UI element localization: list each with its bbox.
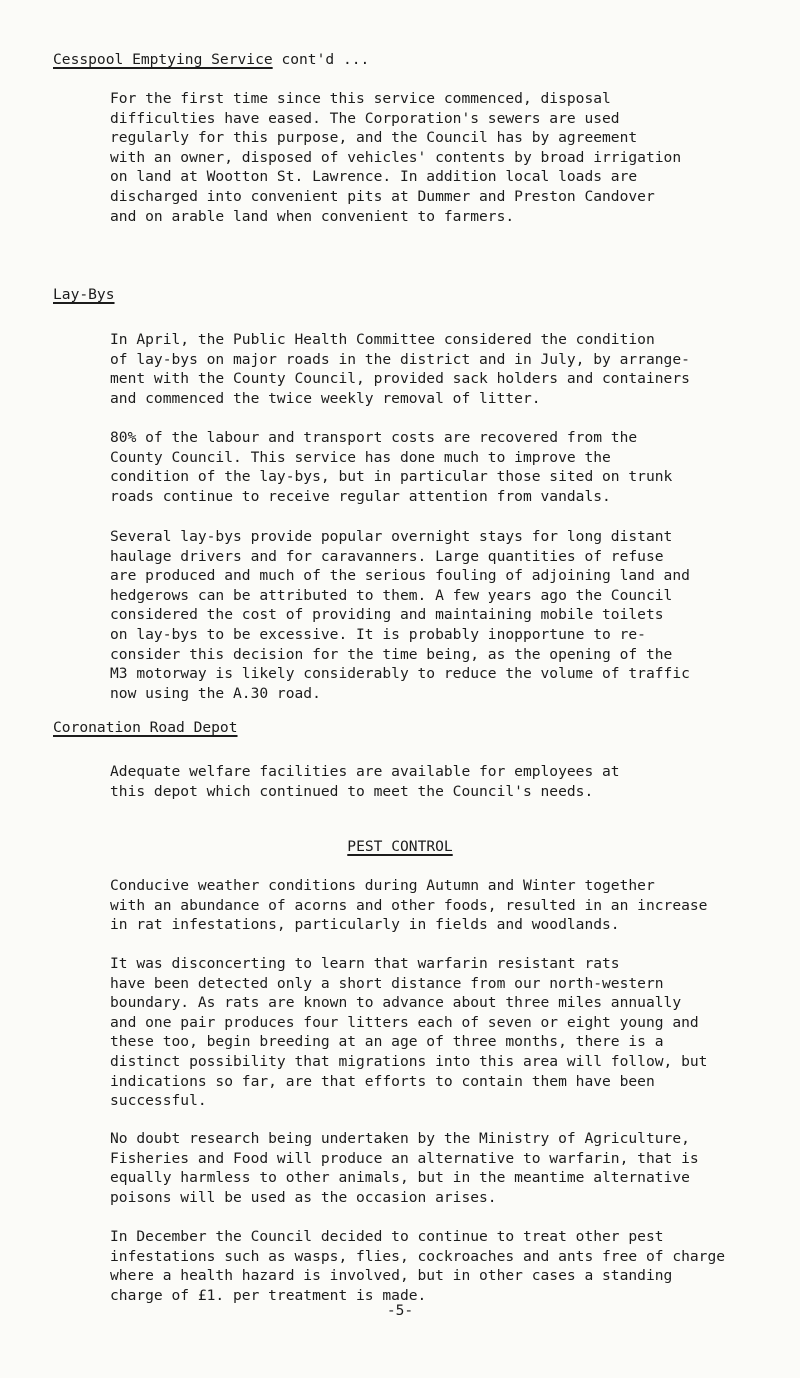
continued-marker: cont'd ...: [281, 51, 370, 68]
pest-paragraph-3: [53, 1129, 763, 1207]
text-line: consider this decision for the time being, as the opening of the: [110, 645, 673, 663]
text-line: on land at Wootton St. Lawrence. In addition local loads are: [110, 168, 638, 186]
text-line: are produced and much of the serious fouling of adjoining land and: [110, 567, 690, 585]
text-line: of lay-bys on major roads in the district and in July, by arrange-: [110, 350, 690, 368]
text-line: now using the A.30 road.: [110, 684, 321, 702]
laybys-paragraph-3: [53, 527, 763, 703]
text-line: hedgerows can be attributed to them. A few years ago the Council: [110, 586, 673, 604]
text-line: Adequate welfare facilities are available for employees at: [110, 763, 620, 780]
laybys-paragraph-1: [53, 330, 763, 408]
text-line: ment with the County Council, provided sack holders and containers: [110, 370, 690, 388]
text-line: equally harmless to other animals, but in the meantime alternative: [110, 1169, 690, 1187]
text-line: these too, begin breeding at an age of three months, there is a: [110, 1033, 664, 1051]
text-line: considered the cost of providing and maintaining mobile toilets: [110, 606, 664, 624]
text-line: on lay-bys to be excessive. It is probably inopportune to re-: [110, 625, 646, 643]
running-header: [53, 50, 369, 70]
text-line: Fisheries and Food will produce an alternative to warfarin, that is: [110, 1149, 699, 1167]
pest-paragraph-1: [53, 876, 763, 935]
text-line: in rat infestations, particularly in fields and woodlands.: [110, 916, 620, 934]
text-line: and commenced the twice weekly removal of litter.: [110, 389, 541, 407]
pest-control-heading: PEST CONTROL: [347, 838, 453, 855]
text-line: For the first time since this service commenced, disposal: [110, 90, 611, 107]
text-line: In December the Council decided to continue to treat other pest: [110, 1228, 664, 1245]
text-line: with an abundance of acorns and other foods, resulted in an increase: [110, 896, 708, 914]
pest-paragraph-4: [53, 1227, 763, 1305]
text-line: In April, the Public Health Committee considered the condition: [110, 331, 655, 348]
text-line: Conducive weather conditions during Autumn and Winter together: [110, 877, 655, 894]
text-line: where a health hazard is involved, but in other cases a standing: [110, 1267, 673, 1285]
text-line: haulage drivers and for caravanners. Large quantities of refuse: [110, 547, 664, 565]
text-line: poisons will be used as the occasion arises.: [110, 1188, 497, 1206]
text-line: have been detected only a short distance from our north-western: [110, 974, 664, 992]
laybys-paragraph-2: [53, 428, 763, 506]
text-line: regularly for this purpose, and the Council has by agreement: [110, 129, 638, 147]
text-line: M3 motorway is likely considerably to reduce the volume of traffic: [110, 665, 690, 683]
depot-heading: Coronation Road Depot: [53, 719, 238, 736]
text-line: 80% of the labour and transport costs are recovered from the: [110, 429, 638, 446]
cesspool-paragraph: [53, 89, 763, 226]
text-line: Several lay-bys provide popular overnight stays for long distant: [110, 528, 673, 545]
page-number: -5-: [386, 1302, 414, 1319]
laybys-heading: Lay-Bys: [53, 286, 115, 303]
text-line: discharged into convenient pits at Dummer and Preston Candover: [110, 187, 655, 205]
pest-paragraph-2: [53, 954, 763, 1111]
depot-paragraph: [53, 762, 763, 801]
text-line: indications so far, are that efforts to contain them have been: [110, 1072, 655, 1090]
text-line: It was disconcerting to learn that warfarin resistant rats: [110, 955, 620, 972]
text-line: County Council. This service has done much to improve the: [110, 448, 611, 466]
text-line: No doubt research being undertaken by the Ministry of Agriculture,: [110, 1130, 690, 1147]
text-line: and on arable land when convenient to farmers.: [110, 207, 515, 225]
text-line: condition of the lay-bys, but in particular those sited on trunk: [110, 468, 673, 486]
text-line: successful.: [110, 1092, 207, 1110]
section-title: Cesspool Emptying Service: [53, 51, 273, 68]
text-line: boundary. As rats are known to advance about three miles annually: [110, 994, 682, 1012]
text-line: difficulties have eased. The Corporation's sewers are used: [110, 109, 620, 127]
text-line: and one pair produces four litters each of seven or eight young and: [110, 1013, 699, 1031]
text-line: this depot which continued to meet the Council's needs.: [110, 782, 594, 800]
text-line: charge of £1. per treatment is made.: [110, 1286, 427, 1304]
text-line: infestations such as wasps, flies, cockroaches and ants free of charge: [110, 1247, 726, 1265]
text-line: with an owner, disposed of vehicles' contents by broad irrigation: [110, 148, 682, 166]
text-line: roads continue to receive regular attention from vandals.: [110, 487, 611, 505]
text-line: distinct possibility that migrations into this area will follow, but: [110, 1052, 708, 1070]
